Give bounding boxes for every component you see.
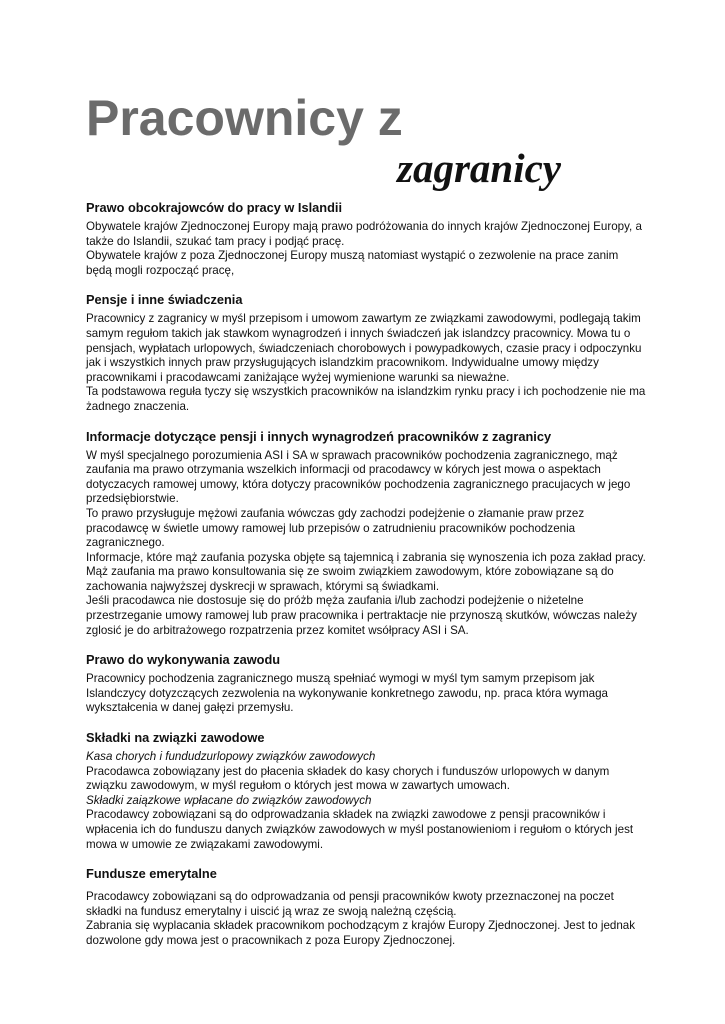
section-pension-funds: [86, 866, 646, 948]
section-heading: Pensje i inne świadczenia: [86, 292, 243, 308]
paragraph: Ta podstawowa reguła tyczy się wszystkich pracowników na islandzkim rynku pracy i ich pochodzenie nie ma żadnego znaczenia.: [86, 385, 646, 413]
subheading: Kasa chorych i fundudzurlopowy związków zawodowych: [86, 750, 376, 764]
subheading: Składki zaiązkowe wpłacane do związków zawodowych: [86, 793, 372, 807]
document-page: [86, 90, 646, 949]
paragraph: Jeśli pracodawca nie dostosuje się do próżb męża zaufania i/lub zachodzi podejżenie o niżetelne przestrzeganie umowy ramowej lub praw pracownika i pertraktacje nie przynoszą skutków, wówczas należy zglosić je do arbitrażowego rozpatrzenia przez komitet wsółpracy ASI i SA.: [86, 594, 637, 637]
section-union-fees: [86, 730, 646, 852]
section-heading: Składki na związki zawodowe: [86, 730, 265, 746]
paragraph: W myśl specjalnego porozumienia ASI i SA w sprawach pracowników pochodzenia zagranicznego, mąż zaufania ma prawo otrzymania wszelkich informacji od pracodawcy w kórych jest mowa o aspektach dotyczacych ramowej umowy, która dotyczy pracowników pochodzenia zagranicznego pracujacych w jego przedsiębiorstwie.: [86, 448, 631, 506]
document-title-line1: Pracownicy z: [86, 90, 403, 146]
section-heading: Prawo do wykonywania zawodu: [86, 652, 281, 668]
paragraph: Pracodawcy zobowiązani są do odprowadzania składek na związki zawodowe z pensji pracowników i wpłacenia ich do funduszu danych związków zawodowych w myśl postanowieniom i regułom o których jest mowa w umowie ze związakami zawodowymi.: [86, 808, 634, 851]
paragraph: Obywatele krajów Zjednoczonej Europy mają prawo podróżowania do innych krajów Zjednoczonej Europy, a także do Islandii, szukać tam pracy i podjąć pracę.: [86, 220, 642, 248]
section-body: [86, 449, 646, 639]
paragraph: Pracodawca zobowiązany jest do płacenia składek do kasy chorych i funduszów urlopowych w danym związku zawodowym, w myśl regułom o których jest mowa w zawartych umowach.: [86, 764, 610, 793]
paragraph: To prawo przysługuje mężowi zaufania wówczas gdy zachodzi podejżenie o złamanie praw przez pracodawcę w świetle umowy ramowej lub przepisów o zatrudnieniu pracowników pochodzenia zagranicznego.: [86, 506, 585, 550]
section-heading: Prawo obcokrajowców do pracy w Islandii: [86, 200, 343, 215]
paragraph: Informacje, które mąż zaufania pozyska objęte są tajemnicą i zabrania się wynoszenia ich poza zakład pracy. Mąż zaufania ma prawo konsultowania się ze swoim związkiem zawodowym, które zobowiązane są do zachowania najwyższej dyskrecji w sprawach, którymi są świadkami.: [86, 550, 646, 593]
section-heading: Informacje dotyczące pensji i innych wynagrodzeń pracowników z zagranicy: [86, 428, 552, 444]
section-work-rights: [86, 200, 646, 278]
section-heading: Fundusze emerytalne: [86, 866, 217, 882]
section-body: [86, 890, 646, 948]
section-body: [86, 220, 646, 278]
paragraph: Pracownicy z zagranicy w myśl przepisom i umowom zawartym ze związkami zawodowymi, podlegają takim samym regułom takich jak stawkom wynagrodzeń i innych świadczeń jak islandzcy pracownicy. Mowa tu o pensjach, wypłatach urlopowych, świadczeniach chorobowych i powypadkowych, czasie pracy i odpoczynku jak i wszystkich innych praw przysługujących islandzkim pracownikom. Indywidualne umowy między pracownikami i pracodawcami zaniżające wyżej wymienione warunki sa nieważne.: [86, 312, 642, 384]
paragraph: Pracownicy pochodzenia zagranicznego muszą spełniać wymogi w myśl tym samym przepisom jak Islandczycy dotyzczących zezwolenia na wykonywanie konkretnego zawodu, np. praca która wymaga wykształcenia w danej gałęzi przemysłu.: [86, 672, 608, 715]
section-body: [86, 750, 646, 852]
paragraph: Zabrania się wyplacania składek pracownikom pochodzącym z krajów Europy Zjednoczonej. Jest to jednak dozwolone gdy mowa jest o pracownikach z poza Europy Zjednoczonej.: [86, 919, 636, 947]
section-wages: [86, 292, 646, 414]
paragraph: Obywatele krajów z poza Zjednoczonej Europy muszą natomiast wystąpić o zezwolenie na prace zanim będą mogli rozpocząć pracę,: [86, 249, 619, 277]
section-body: [86, 312, 646, 414]
document-title-line2: zagranicy: [397, 145, 561, 191]
section-profession-rights: [86, 652, 646, 716]
section-wage-information: [86, 429, 646, 639]
paragraph: Pracodawcy zobowiązani są do odprowadzania od pensji pracowników kwoty przeznaczonej na poczet składki na fundusz emerytalny i uiscić ją wraz ze swoją należną częścią.: [86, 890, 614, 918]
section-body: [86, 672, 646, 716]
